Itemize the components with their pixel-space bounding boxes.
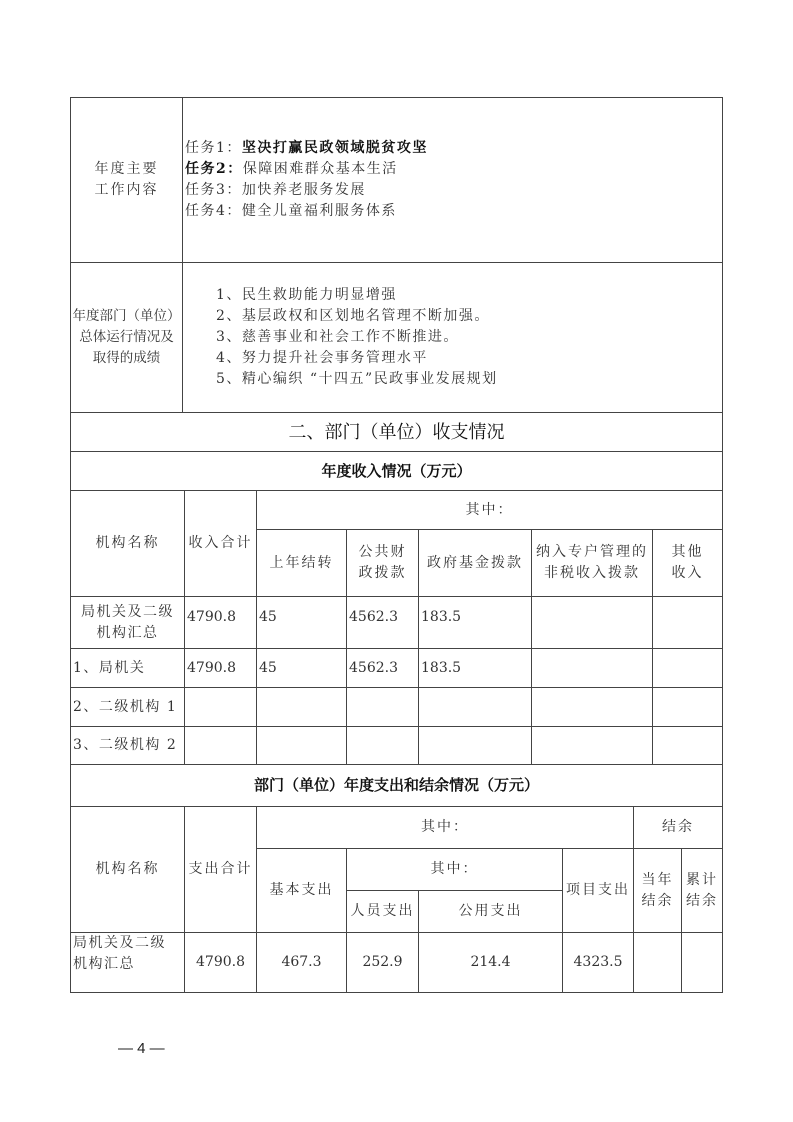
cell-value: 4323.5 (573, 954, 623, 970)
task-list (185, 138, 428, 222)
carryover-cell (256, 687, 347, 727)
income-header-fiscal: 公共财 政拨款 (346, 529, 419, 597)
expense-table-title: 部门（单位）年度支出和结余情况（万元） (70, 764, 723, 807)
section-title: 二、部门（单位）收支情况 (70, 412, 723, 452)
cell-value: 4790.8 (187, 609, 236, 625)
income-header-nontax: 纳入专户管理的 非税收入拨款 (531, 529, 653, 597)
gov-fund-cell (418, 726, 532, 765)
task-item: 任务1：坚决打赢民政领域脱贫攻坚 (185, 140, 428, 156)
achievement-item: 3、慈善事业和社会工作不断推进。 (216, 329, 459, 345)
carryover-cell (256, 726, 347, 765)
achievement-item: 2、基层政权和区划地名管理不断加强。 (216, 308, 490, 324)
cell-value: 45 (259, 609, 277, 625)
org-name-cell (70, 687, 185, 727)
income-header-gov-fund: 政府基金拨款 (418, 529, 532, 597)
other-cell (652, 687, 723, 727)
org-name-line: 3、二级机构 2 (73, 737, 178, 753)
carryover-cell (256, 648, 347, 688)
org-name-cell (70, 726, 185, 765)
other-cell (652, 648, 723, 688)
expense-header-of-which-basic: 其中： (346, 848, 563, 891)
org-name-cell (70, 932, 185, 993)
org-name-line: 局机关及二级 (81, 603, 174, 620)
expense-header-project: 项目支出 (562, 848, 634, 933)
income-header-carryover: 上年结转 (256, 529, 347, 597)
achievement-item: 5、精心编织 “十四五”民政事业发展规划 (216, 371, 498, 387)
task-item: 任务2：保障困难群众基本生活 (185, 161, 398, 177)
income-header-total: 收入合计 (184, 490, 257, 597)
expense-header-cumulative-balance: 累计 结余 (681, 848, 723, 933)
public-cell (418, 932, 563, 993)
expense-header-total: 支出合计 (184, 806, 257, 933)
cell-value: 4790.8 (196, 954, 245, 970)
expense-header-org: 机构名称 (70, 806, 185, 933)
expense-header-of-which: 其中： (256, 806, 634, 849)
achievements-label: 年度部门（单位） 总体运行情况及 取得的成绩 (70, 262, 183, 413)
cell-value: 4562.3 (349, 659, 398, 676)
org-name-line: 机构汇总 (96, 624, 159, 641)
org-name-line: 机构汇总 (73, 956, 135, 972)
nontax-cell (531, 648, 653, 688)
org-name-line: 局机关及二级 (73, 935, 166, 951)
gov-fund-cell (418, 687, 532, 727)
org-name-cell (70, 648, 185, 688)
fiscal-cell (346, 726, 419, 765)
task-item: 任务4：健全儿童福利服务体系 (185, 203, 397, 219)
cell-value: 45 (259, 659, 277, 676)
nontax-cell (531, 596, 653, 649)
cell-value: 183.5 (421, 609, 462, 625)
current-balance-cell (633, 932, 682, 993)
income-table-title: 年度收入情况（万元） (70, 451, 723, 491)
org-name-cell (70, 596, 185, 649)
income-header-org: 机构名称 (70, 490, 185, 597)
expense-header-public: 公用支出 (418, 890, 563, 933)
total-cell (184, 648, 257, 688)
achievement-list (216, 285, 498, 390)
org-name-line: 2、二级机构 1 (73, 698, 178, 715)
fiscal-cell (346, 648, 419, 688)
nontax-cell (531, 687, 653, 727)
expense-header-personnel: 人员支出 (346, 890, 419, 933)
achievements-cell (182, 262, 723, 413)
gov-fund-cell (418, 648, 532, 688)
cell-value: 4790.8 (187, 659, 236, 676)
task-item: 任务3：加快养老服务发展 (185, 182, 366, 198)
work-content-cell (182, 97, 723, 263)
total-cell (184, 687, 257, 727)
fiscal-cell (346, 687, 419, 727)
cumulative-balance-cell (681, 932, 723, 993)
income-header-of-which: 其中： (256, 490, 723, 530)
income-header-other: 其他 收入 (652, 529, 723, 597)
expense-header-balance: 结余 (633, 806, 723, 849)
total-cell (184, 932, 257, 993)
carryover-cell (256, 596, 347, 649)
project-cell (562, 932, 634, 993)
cell-value: 252.9 (362, 954, 403, 970)
page-number: — 4 — (118, 1040, 165, 1057)
achievement-item: 4、努力提升社会事务管理水平 (216, 350, 428, 366)
basic-cell (256, 932, 347, 993)
personnel-cell (346, 932, 419, 993)
work-content-label: 年度主要 工作内容 (70, 97, 183, 263)
expense-header-basic: 基本支出 (256, 848, 347, 933)
cell-value: 183.5 (421, 659, 462, 676)
total-cell (184, 726, 257, 765)
expense-header-current-balance: 当年 结余 (633, 848, 682, 933)
org-name-line: 1、局机关 (73, 659, 146, 676)
achievement-item: 1、民生救助能力明显增强 (216, 287, 397, 303)
cell-value: 467.3 (281, 954, 322, 970)
nontax-cell (531, 726, 653, 765)
fiscal-cell (346, 596, 419, 649)
cell-value: 4562.3 (349, 609, 398, 625)
other-cell (652, 596, 723, 649)
gov-fund-cell (418, 596, 532, 649)
total-cell (184, 596, 257, 649)
other-cell (652, 726, 723, 765)
cell-value: 214.4 (470, 954, 511, 970)
